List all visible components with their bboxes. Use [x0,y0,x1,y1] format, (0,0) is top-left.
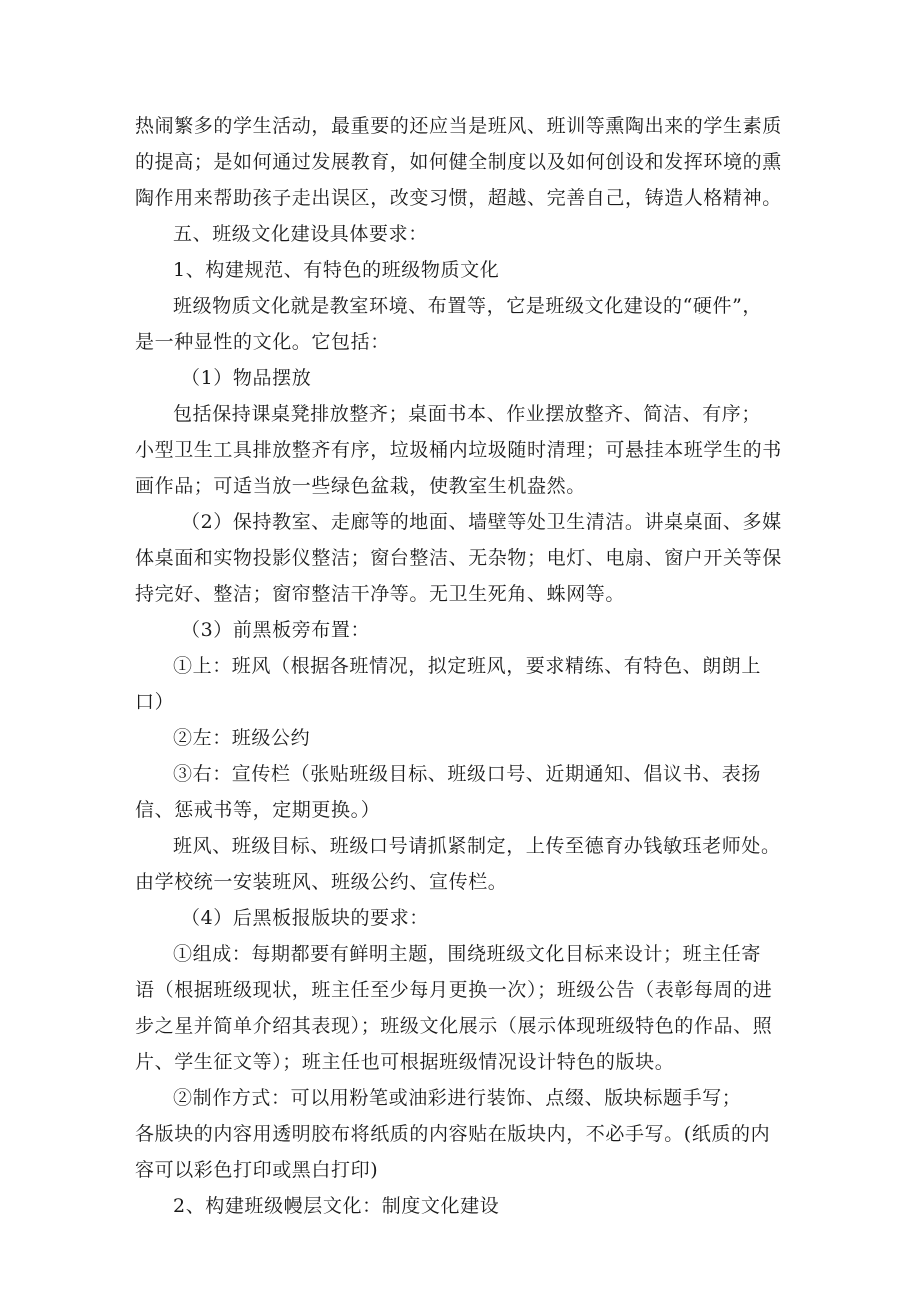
text-line: 班风、班级目标、班级口号请抓紧制定，上传至德育办钱敏珏老师处。 [173,835,781,857]
text-line: 语（根据班级现状，班主任至少每月更换一次）；班级公告（表彰每周的进 [135,979,773,1001]
text-line: 热闹繁多的学生活动，最重要的还应当是班风、班训等熏陶出来的学生素质 [135,115,782,137]
text-line: （3）前黑板旁布置： [181,619,371,641]
text-line: 小型卫生工具排放整齐有序，垃圾桶内垃圾随时清理；可悬挂本班学生的书 [135,439,782,461]
text-line: 持完好、整洁；窗帘整洁干净等。无卫生死角、蛛网等。 [135,583,626,605]
text-line: ③右：宣传栏（张贴班级目标、班级口号、近期通知、倡议书、表扬 [173,763,762,785]
text-line: 班级物质文化就是教室环境、布置等，它是班级文化建设的“硬件”， [173,295,763,317]
text-line: ②左：班级公约 [173,727,311,749]
text-line: （2）保持教室、走廊等的地面、墙壁等处卫生清洁。讲桌桌面、多媒 [181,511,782,533]
text-line: ①上：班风（根据各班情况，拟定班风，要求精练、有特色、朗朗上 [173,655,762,677]
text-line: 信、惩戒书等，定期更换。） [135,799,381,821]
text-line: 画作品；可适当放一些绿色盆栽，使教室生机盎然。 [135,475,586,497]
text-line: 各版块的内容用透明胶布将纸质的内容贴在版块内，不必手写。(纸质的内 [135,1123,771,1145]
document-body [135,108,800,1224]
text-line: 片、学生征文等）；班主任也可根据班级情况设计特色的版块。 [135,1051,675,1073]
text-line: 步之星并简单介绍其表现）；班级文化展示（展示体现班级特色的作品、照 [135,1015,773,1037]
text-line: （1）物品摆放 [181,367,312,389]
text-line: 1、构建规范、有特色的班级物质文化 [173,259,500,281]
text-line: 2、构建班级幔层文化：制度文化建设 [173,1195,500,1217]
text-line: ①组成：每期都要有鲜明主题，围绕班级文化目标来设计；班主任寄 [173,943,762,965]
text-line: 陶作用来帮助孩子走出误区，改变习惯，超越、完善自己，铸造人格精神。 [135,187,782,209]
text-line: 口） [135,691,175,713]
text-line: 五、班级文化建设具体要求： [173,223,428,245]
text-line: 由学校统一安装班风、班级公约、宣传栏。 [135,871,508,893]
text-line: 的提高；是如何通过发展教育，如何健全制度以及如何创设和发挥环境的熏 [135,151,782,173]
text-line: 是一种显性的文化。它包括： [135,331,390,353]
text-line: ②制作方式：可以用粉笔或油彩进行装饰、点缀、版块标题手写； [173,1087,742,1109]
text-line: 容可以彩色打印或黑白打印) [135,1159,379,1181]
text-line: 包括保持课桌凳排放整齐；桌面书本、作业摆放整齐、简洁、有序； [173,403,762,425]
text-line: （4）后黑板报版块的要求： [181,907,429,929]
text-line: 体桌面和实物投影仪整洁；窗台整洁、无杂物；电灯、电扇、窗户开关等保 [135,547,782,569]
